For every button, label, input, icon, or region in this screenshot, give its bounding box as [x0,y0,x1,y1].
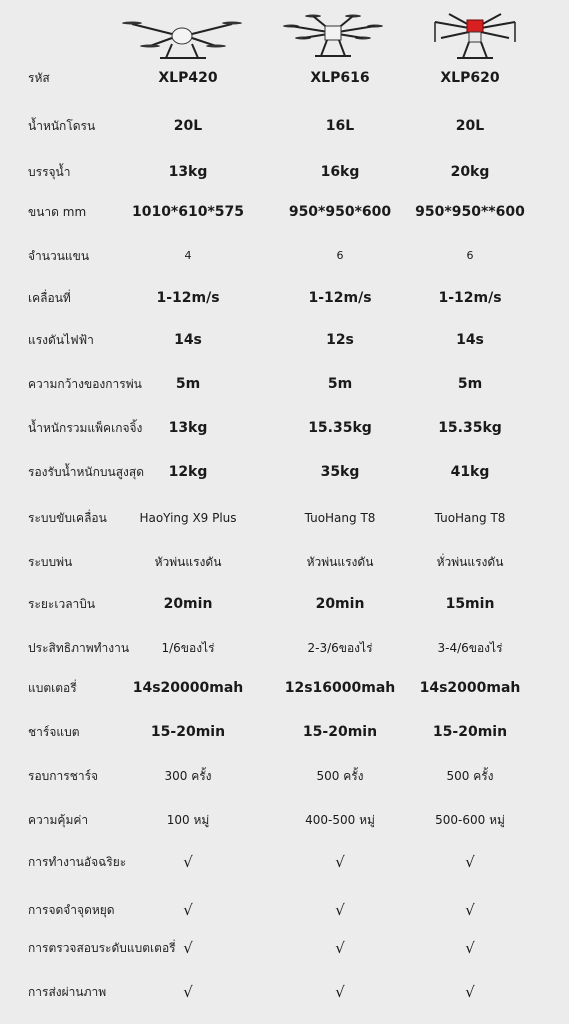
spec-value-xlp620: √ [465,853,475,871]
spec-value-xlp616: 950*950*600 [288,204,392,220]
spec-value-xlp616: 12s16000mah [284,680,396,696]
spec-value-xlp420: √ [183,939,193,957]
spec-label: ระบบพ่น [28,555,73,569]
spec-label: รอบการชาร์จ [28,769,99,783]
spec-label: จำนวนแขน [28,249,90,263]
spec-label: ระบบขับเคลื่อน [28,511,107,525]
spec-label: บรรจุน้ำ [28,165,71,179]
spec-label: การทำงานอัจฉริยะ [28,855,127,869]
spec-value-xlp420: 14s [174,332,202,348]
spec-value-xlp616: 20min [315,596,365,612]
spec-value-xlp620: 500 ครั้ง [446,769,494,783]
spec-value-xlp616: √ [335,939,345,957]
spec-value-xlp420: 13kg [168,164,208,180]
spec-value-xlp420: 12kg [168,464,208,480]
spec-value-xlp616: 1-12m/s [308,290,372,306]
spec-row [0,192,569,232]
spec-value-xlp620: √ [465,983,475,1001]
spec-value-xlp616: √ [335,983,345,1001]
spec-value-xlp616: 12s [326,332,354,348]
spec-value-xlp616: หัวพ่นแรงดัน [306,555,374,569]
spec-row [0,498,569,538]
spec-value-xlp420: 1/6ของไร่ [161,641,215,655]
spec-label: เคลื่อนที่ [28,291,71,305]
spec-value-xlp620: 14s2000mah [419,680,521,696]
spec-row [0,842,569,882]
spec-value-xlp420: √ [183,901,193,919]
drone-image-xlp420 [122,8,242,60]
spec-value-xlp620: √ [465,939,475,957]
spec-value-xlp420: HaoYing X9 Plus [139,511,237,525]
spec-label: ชาร์จแบต [28,725,80,739]
spec-row [0,628,569,668]
spec-value-xlp620: หั่วพ่นแรงดัน [436,555,504,569]
spec-value-xlp420: 13kg [168,420,208,436]
spec-label: ความคุ้มค่า [28,813,89,827]
spec-row [0,58,569,98]
spec-label: ขนาด mm [28,205,87,219]
spec-value-xlp420: 1-12m/s [156,290,220,306]
spec-row [0,320,569,360]
drone-image-xlp616 [283,8,383,60]
spec-value-xlp420: 20min [163,596,213,612]
spec-value-xlp420: XLP420 [158,70,218,86]
spec-value-xlp616: XLP616 [310,70,370,86]
spec-row [0,584,569,624]
spec-value-xlp616: 16L [325,118,355,134]
spec-row [0,364,569,404]
spec-value-xlp620: 5m [457,376,483,392]
spec-value-xlp620: 500-600 หมู่ [435,813,505,827]
spec-label: ประสิทธิภาพทำงาน [28,641,130,655]
spec-value-xlp420: 4 [184,249,192,262]
spec-value-xlp420: 1010*610*575 [131,204,245,220]
spec-row [0,668,569,708]
spec-value-xlp420: √ [183,853,193,871]
spec-row [0,800,569,840]
spec-label: การจดจำจุดหยุด [28,903,115,917]
spec-row [0,106,569,146]
spec-row [0,408,569,448]
spec-value-xlp616: 2-3/6ของไร่ [307,641,373,655]
spec-value-xlp616: 15-20min [302,724,378,740]
spec-label: ระยะเวลาบิน [28,597,96,611]
spec-value-xlp620: 15min [445,596,495,612]
spec-value-xlp420: 5m [175,376,201,392]
spec-value-xlp420: √ [183,983,193,1001]
spec-value-xlp616: 500 ครั้ง [316,769,364,783]
spec-value-xlp420: 14s20000mah [132,680,244,696]
spec-value-xlp620: TuoHang T8 [434,511,506,525]
spec-value-xlp620: XLP620 [440,70,500,86]
spec-value-xlp620: 15.35kg [438,420,502,436]
spec-label: น้ำหนักโดรน [28,119,96,133]
spec-row [0,928,569,968]
spec-value-xlp420: 100 หมู่ [166,813,210,827]
spec-value-xlp616: 15.35kg [308,420,372,436]
spec-value-xlp420: 20L [173,118,203,134]
spec-row [0,756,569,796]
spec-value-xlp616: 16kg [320,164,360,180]
spec-value-xlp620: 1-12m/s [438,290,502,306]
spec-row [0,236,569,276]
spec-row [0,972,569,1012]
spec-label: แบตเตอรี่ [28,681,77,695]
spec-value-xlp620: 41kg [450,464,490,480]
spec-value-xlp420: หัวพ่นแรงดัน [154,555,222,569]
spec-label: การส่งผ่านภาพ [28,985,107,999]
spec-row [0,152,569,192]
spec-label: การตรวจสอบระดับแบตเตอรี่ [28,941,176,955]
spec-label: น้ำหนักรวมแพ็คเกจจิ้ง [28,421,143,435]
spec-value-xlp420: 300 ครั้ง [164,769,212,783]
spec-value-xlp620: 20kg [450,164,490,180]
spec-value-xlp620: 15-20min [432,724,508,740]
spec-label: รองรับน้ำหนักบนสูงสุด [28,465,145,479]
spec-value-xlp620: 6 [466,249,474,262]
spec-value-xlp616: 35kg [320,464,360,480]
spec-value-xlp616: 6 [336,249,344,262]
drone-image-xlp620 [429,8,521,60]
spec-value-xlp616: 5m [327,376,353,392]
spec-value-xlp616: TuoHang T8 [304,511,376,525]
spec-value-xlp620: 14s [456,332,484,348]
spec-row [0,278,569,318]
spec-label: แรงดันไฟฟ้า [28,333,94,347]
spec-row [0,542,569,582]
spec-label: ความกว้างของการพ่น [28,377,142,391]
spec-value-xlp620: 3-4/6ของไร่ [437,641,503,655]
spec-row [0,890,569,930]
spec-label: รหัส [28,71,50,85]
spec-value-xlp620: 950*950**600 [415,204,525,220]
spec-value-xlp616: √ [335,853,345,871]
spec-value-xlp420: 15-20min [150,724,226,740]
spec-row [0,712,569,752]
spec-row [0,452,569,492]
spec-value-xlp616: √ [335,901,345,919]
spec-value-xlp620: √ [465,901,475,919]
spec-value-xlp620: 20L [455,118,485,134]
spec-value-xlp616: 400-500 หมู่ [305,813,375,827]
